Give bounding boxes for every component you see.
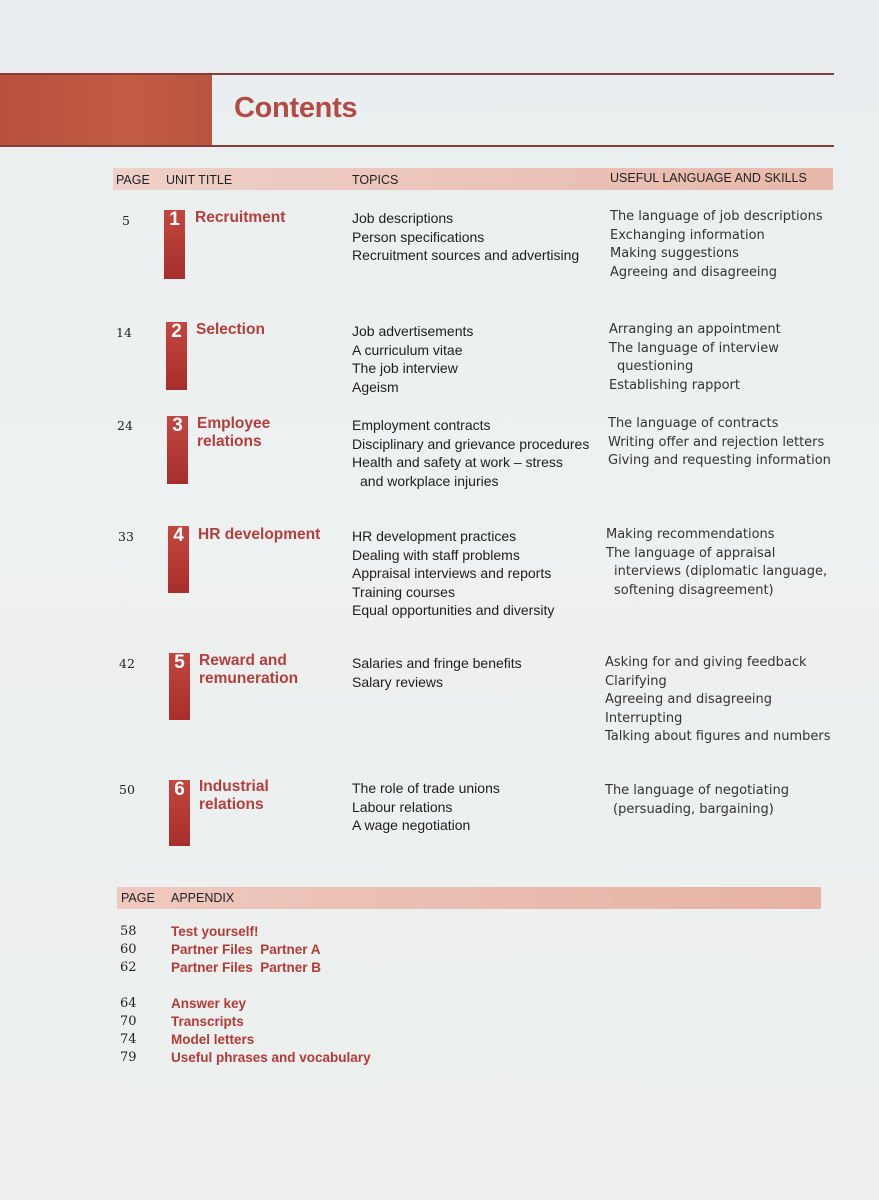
header-rule-bottom xyxy=(0,145,834,147)
unit-number: 2 xyxy=(171,321,182,342)
unit-number: 6 xyxy=(174,779,185,800)
unit-page: 50 xyxy=(119,782,135,797)
appendix-item-title: Partner Files Partner A xyxy=(171,942,321,957)
column-unit-title: UNIT TITLE xyxy=(166,173,233,187)
unit-skills: Making recommendations The language of appraisal interviews (diplomatic language, softening disagreement) xyxy=(606,527,828,598)
unit-skills: The language of job descriptions Exchanging information Making suggestions Agreeing and disagreeing xyxy=(610,209,823,280)
unit-skills: The language of contracts Writing offer and rejection letters Giving and requesting information xyxy=(608,416,831,468)
appendix-item-page: 70 xyxy=(120,1014,137,1029)
appendix-item-title: Transcripts xyxy=(171,1014,244,1029)
unit-page: 42 xyxy=(119,656,135,671)
header-color-block xyxy=(0,75,212,145)
appendix-item-title: Test yourself! xyxy=(171,924,259,939)
unit-skills: The language of negotiating (persuading, bargaining) xyxy=(605,783,789,817)
appendix-item-page: 79 xyxy=(120,1050,137,1065)
appendix-header-bar xyxy=(117,887,821,909)
unit-number: 4 xyxy=(173,525,184,546)
column-skills: USEFUL LANGUAGE AND SKILLS xyxy=(610,171,807,185)
unit-title[interactable]: Selection xyxy=(196,321,265,338)
appendix-item-page: 60 xyxy=(120,942,137,957)
appendix-item-title: Useful phrases and vocabulary xyxy=(171,1050,371,1065)
unit-page: 24 xyxy=(117,418,133,433)
appendix-label: APPENDIX xyxy=(171,891,235,905)
unit-title[interactable]: HR development xyxy=(198,526,321,543)
appendix-item-page: 64 xyxy=(120,996,137,1011)
appendix-item-title: Answer key xyxy=(171,996,247,1011)
unit-title[interactable]: Industrial relations xyxy=(199,778,269,813)
appendix-item-page: 62 xyxy=(120,960,137,975)
unit-number: 3 xyxy=(172,415,183,436)
page-title: Contents xyxy=(234,92,358,124)
appendix-page-label: PAGE xyxy=(121,891,155,905)
unit-skills: Arranging an appointment The language of interview questioning Establishing rapport xyxy=(609,322,781,393)
column-topics: TOPICS xyxy=(352,173,399,187)
unit-number: 1 xyxy=(169,209,180,230)
unit-title[interactable]: Recruitment xyxy=(195,209,286,226)
unit-topics: Salaries and fringe benefits Salary reviews xyxy=(352,655,522,690)
unit-title[interactable]: Reward and remuneration xyxy=(199,652,299,687)
unit-page: 5 xyxy=(122,213,130,228)
unit-topics: HR development practices Dealing with staff problems Appraisal interviews and reports Training courses Equal opportunities and diversity xyxy=(352,528,555,618)
column-header-bar xyxy=(113,168,833,190)
unit-topics: Job descriptions Person specifications Recruitment sources and advertising xyxy=(352,210,580,263)
appendix-item-page: 58 xyxy=(120,924,137,939)
appendix-item-title: Partner Files Partner B xyxy=(171,960,322,975)
column-page: PAGE xyxy=(116,173,150,187)
appendix-item-title: Model letters xyxy=(171,1032,255,1047)
unit-topics: Employment contracts Disciplinary and grievance procedures Health and safety at work – stress and workplace injuries xyxy=(352,417,590,489)
unit-topics: Job advertisements A curriculum vitae The job interview Ageism xyxy=(352,323,474,395)
unit-skills: Asking for and giving feedback Clarifying Agreeing and disagreeing Interrupting Talking about figures and numbers xyxy=(605,655,831,744)
unit-number: 5 xyxy=(174,652,185,673)
unit-topics: The role of trade unions Labour relations A wage negotiation xyxy=(352,780,500,833)
unit-title[interactable]: Employee relations xyxy=(197,415,271,450)
unit-page: 33 xyxy=(118,529,134,544)
unit-page: 14 xyxy=(116,325,132,340)
appendix-item-page: 74 xyxy=(120,1032,137,1047)
